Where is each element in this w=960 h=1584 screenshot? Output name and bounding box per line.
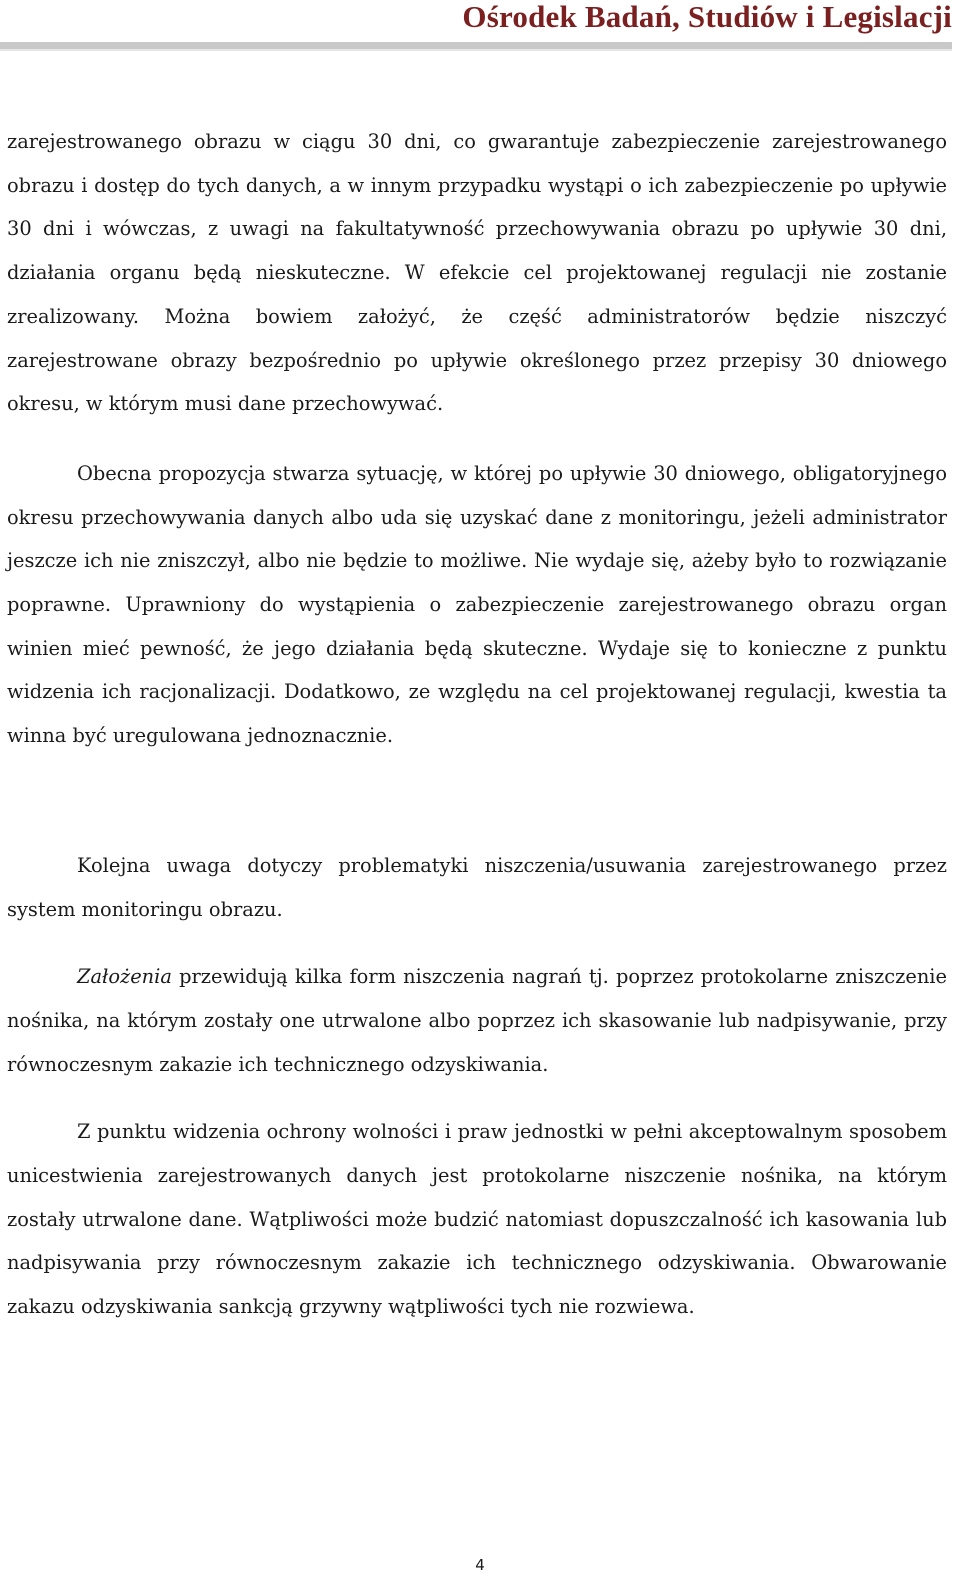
header-title: Ośrodek Badań, Studiów i Legislacji (462, 0, 952, 34)
paragraph-2: Obecna propozycja stwarza sytuację, w której po upływie 30 dniowego, obligatoryjnego okresu przechowywania danych albo uda się uzyskać dane z monitoringu, jeżeli administrator jeszcze ich nie zniszczył, albo nie będzie to możliwe. Nie wydaje się, ażeby było to rozwiązanie poprawne. Uprawniony do wystąpienia o zabezpieczenie zarejestrowanego obrazu organ winien mieć pewność, że jego działania będą skuteczne. Wydaje się to konieczne z punktu widzenia ich racjonalizacji. Dodatkowo, ze względu na cel projektowanej regulacji, kwestia ta winna być uregulowana jednoznacznie. (7, 461, 947, 748)
paragraph-4-text: przewidują kilka form niszczenia nagrań tj. poprzez protokolarne zniszczenie nośnika, na którym zostały one utrwalone albo poprzez ich skasowanie lub nadpisywanie, przy równoczesnym zakazie ich technicznego odzyskiwania. (7, 965, 947, 1076)
paragraph-4-italic-term: Założenia (77, 965, 172, 989)
header-rule (0, 42, 952, 49)
document-body (7, 120, 947, 1329)
page-number: 4 (475, 1556, 485, 1574)
paragraph-1: zarejestrowanego obrazu w ciągu 30 dni, co gwarantuje zabezpieczenie zarejestrowanego obrazu i dostęp do tych danych, a w innym przypadku wystąpi o ich zabezpieczenie po upływie 30 dni i wówczas, z uwagi na fakultatywność przechowywania obrazu po upływie 30 dni, działania organu będą nieskuteczne. W efekcie cel projektowanej regulacji nie zostanie zrealizowany. Można bowiem założyć, że część administratorów będzie niszczyć zarejestrowane obrazy bezpośrednio po upływie określonego przez przepisy 30 dniowego okresu, w którym musi dane przechowywać. (7, 130, 947, 416)
paragraph-3: Kolejna uwaga dotyczy problematyki niszczenia/usuwania zarejestrowanego przez system monitoringu obrazu. (7, 853, 947, 921)
paragraph-4 (7, 955, 947, 1086)
paragraph-5: Z punktu widzenia ochrony wolności i praw jednostki w pełni akceptowalnym sposobem unicestwienia zarejestrowanych danych jest protokolarne niszczenie nośnika, na którym zostały utrwalone dane. Wątpliwości może budzić natomiast dopuszczalność ich kasowania lub nadpisywania przy równoczesnym zakazie ich technicznego odzyskiwania. Obwarowanie zakazu odzyskiwania sankcją grzywny wątpliwości tych nie rozwiewa. (7, 1120, 947, 1319)
